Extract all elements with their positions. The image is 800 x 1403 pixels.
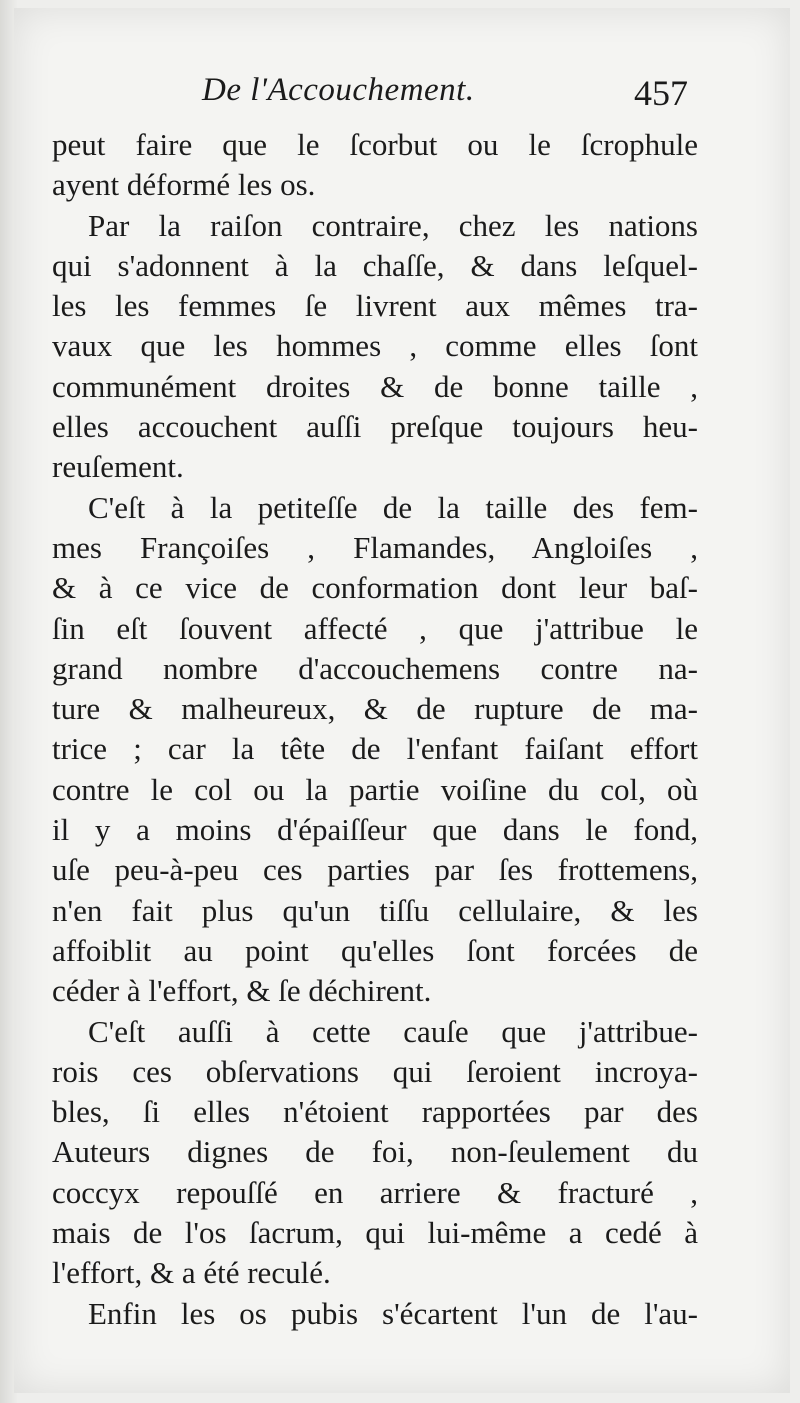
text-line: les les femmes ſe livrent aux mêmes tra-: [52, 288, 698, 324]
text-line: grand nombre d'accouchemens contre na-: [52, 650, 698, 686]
text-line: Enfin les os pubis s'écartent l'un de l'au-: [88, 1295, 698, 1331]
text-line: bles, ſi elles n'étoient rapportées par des: [52, 1094, 698, 1130]
text-line: vaux que les hommes , comme elles ſont: [52, 328, 698, 364]
text-line: n'en fait plus qu'un tiſſu cellulaire, & les: [52, 892, 698, 928]
text-line: affoiblit au point qu'elles ſont forcées de: [52, 932, 698, 968]
running-title: De l'Accouchement.: [202, 72, 475, 108]
page-header: [200, 68, 690, 124]
text-line: ſin eſt ſouvent affecté , que j'attribue le: [52, 610, 698, 646]
text-line: mais de l'os ſacrum, qui lui-même a cedé à: [52, 1215, 698, 1251]
text-line: ayent déformé les os.: [52, 167, 316, 203]
text-line: C'eſt à la petiteſſe de la taille des fem-: [88, 489, 698, 525]
text-line: il y a moins d'épaiſſeur que dans le fond,: [52, 812, 698, 848]
text-line: coccyx repouſſé en arriere & fracturé ,: [52, 1174, 698, 1210]
text-line: elles accouchent auſſi preſque toujours heu-: [52, 409, 698, 445]
text-line: rois ces obſervations qui ſeroient incroya-: [52, 1053, 698, 1089]
text-line: uſe peu-à-peu ces parties par ſes frottemens,: [52, 852, 698, 888]
text-line: & à ce vice de conformation dont leur baſ-: [52, 570, 698, 606]
text-line: Auteurs dignes de foi, non-ſeulement du: [52, 1134, 698, 1170]
text-line: ture & malheureux, & de rupture de ma-: [52, 691, 698, 727]
text-line: qui s'adonnent à la chaſſe, & dans leſquel-: [52, 247, 698, 283]
text-line: Par la raiſon contraire, chez les nations: [88, 207, 698, 243]
text-line: contre le col ou la partie voiſine du col, où: [52, 771, 698, 807]
text-line: reuſement.: [52, 449, 184, 485]
text-line: mes Françoiſes , Flamandes, Angloiſes ,: [52, 529, 698, 565]
text-line: communément droites & de bonne taille ,: [52, 368, 698, 404]
text-line: trice ; car la tête de l'enfant faiſant effort: [52, 731, 698, 767]
text-line: céder à l'effort, & ſe déchirent.: [52, 973, 432, 1009]
text-line: C'eſt auſſi à cette cauſe que j'attribue-: [88, 1013, 698, 1049]
body-text: [52, 125, 698, 1334]
text-line: peut faire que le ſcorbut ou le ſcrophule: [52, 127, 698, 162]
page-number: 457: [634, 73, 688, 113]
text-line: l'effort, & a été reculé.: [52, 1255, 331, 1291]
